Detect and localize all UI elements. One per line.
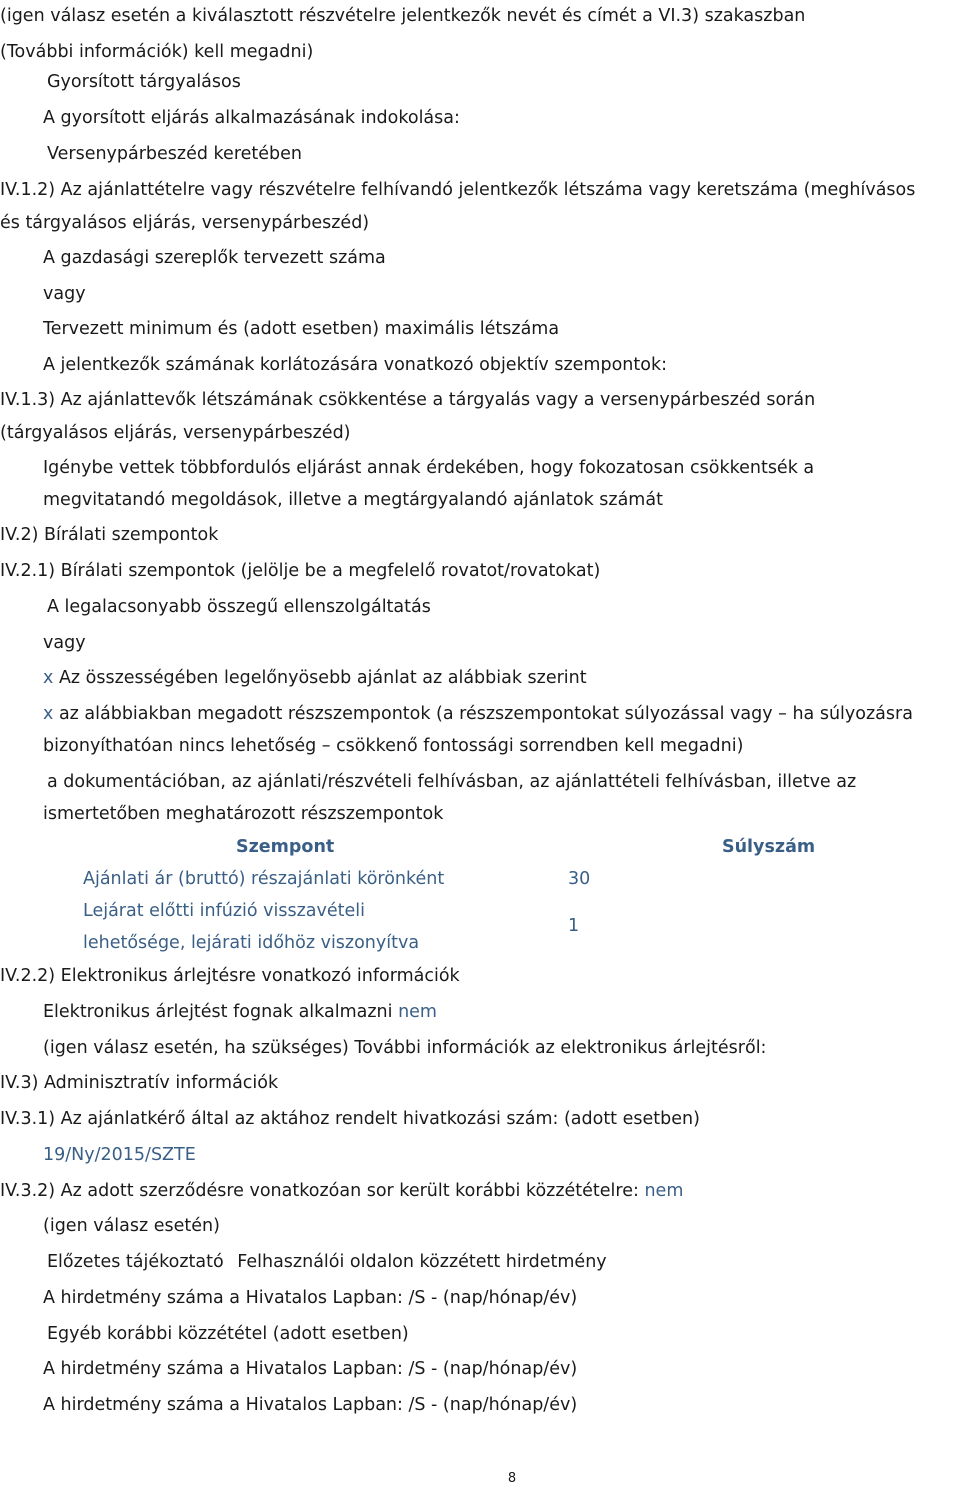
text-line: A gyorsított eljárás alkalmazásának indokolása:: [43, 108, 460, 128]
e-auction-label: Elektronikus árlejtést fognak alkalmazni: [43, 1002, 393, 1022]
prior-publication-value: nem: [644, 1181, 684, 1201]
e-auction-line: [43, 1000, 960, 1024]
notice-type-line: [47, 1250, 960, 1274]
page-number: 8: [507, 1471, 517, 1486]
text-line: Egyéb korábbi közzététel (adott esetben): [47, 1324, 409, 1344]
text-line: A hirdetmény száma a Hivatalos Lapban: /S - (nap/hónap/év): [43, 1359, 578, 1379]
text-line: A hirdetmény száma a Hivatalos Lapban: /S - (nap/hónap/év): [43, 1395, 578, 1415]
check-mark: x: [43, 704, 54, 724]
text-line: Versenypárbeszéd keretében: [47, 144, 302, 164]
text-line: A legalacsonyabb összegű ellenszolgáltatás: [47, 597, 431, 617]
check-mark: x: [43, 668, 54, 688]
criterion-cell: Ajánlati ár (bruttó) részajánlati körönként: [83, 869, 445, 889]
section-heading: IV.2) Bírálati szempontok: [0, 525, 219, 545]
text-line: Tervezett minimum és (adott esetben) maximális létszáma: [43, 319, 560, 339]
section-heading: IV.2.1) Bírálati szempontok (jelölje be a megfelelő rovatot/rovatokat): [0, 561, 601, 581]
text-line: A jelentkezők számának korlátozására vonatkozó objektív szempontok:: [43, 355, 667, 375]
option-subcriteria: [43, 702, 960, 726]
prior-publication-label: IV.3.2) Az adott szerződésre vonatkozóan sor került korábbi közzétételre:: [0, 1181, 639, 1201]
criteria-header: Szempont: [236, 837, 335, 857]
section-heading: IV.3) Adminisztratív információk: [0, 1073, 279, 1093]
text-line: vagy: [43, 633, 86, 653]
section-heading: IV.1.2) Az ajánlattételre vagy részvételre felhívandó jelentkezők létszáma vagy keretszáma (meghívásos: [0, 180, 916, 200]
e-auction-value: nem: [398, 1002, 437, 1022]
weight-cell: 30: [568, 869, 591, 889]
criterion-cell: lehetősége, lejárati időhöz viszonyítva: [83, 933, 420, 953]
text-line: (igen válasz esetén): [43, 1216, 220, 1236]
section-heading: IV.1.3) Az ajánlattevők létszámának csökkentése a tárgyalás vagy a versenypárbeszéd során: [0, 390, 816, 410]
text-line: ismertetőben meghatározott részszempontok: [43, 804, 444, 824]
section-heading: IV.3.1) Az ajánlatkérő által az aktához rendelt hivatkozási szám: (adott esetben): [0, 1109, 700, 1129]
text-line: vagy: [43, 284, 86, 304]
text-line: A gazdasági szereplők tervezett száma: [43, 248, 386, 268]
option-best-label: Az összességében legelőnyösebb ajánlat az alábbiak szerint: [58, 668, 587, 688]
text-line: (További információk) kell megadni): [0, 42, 314, 62]
text-line: és tárgyalásos eljárás, versenypárbeszéd): [0, 213, 370, 233]
criterion-cell: Lejárat előtti infúzió visszavételi: [83, 901, 365, 921]
text-line: bizonyíthatóan nincs lehetőség – csökkenő fontossági sorrendben kell megadni): [43, 736, 744, 756]
text-line: Igénybe vettek többfordulós eljárást annak érdekében, hogy fokozatosan csökkentsék a: [43, 458, 815, 478]
reference-number: 19/Ny/2015/SZTE: [43, 1145, 196, 1165]
text-line: Gyorsított tárgyalásos: [47, 72, 241, 92]
buyer-profile-label: Felhasználói oldalon közzétett hirdetmény: [237, 1252, 607, 1272]
weight-header: Súlyszám: [722, 837, 816, 857]
option-best-value: [43, 666, 960, 690]
section-heading: IV.2.2) Elektronikus árlejtésre vonatkozó információk: [0, 966, 460, 986]
text-line: (igen válasz esetén a kiválasztott részvételre jelentkezők nevét és címét a VI.3) szakaszban: [0, 6, 806, 26]
option-subcriteria-label: az alábbiakban megadott részszempontok (a részszempontokat súlyozással vagy – ha súlyozásra: [58, 704, 913, 724]
prior-info-label: Előzetes tájékoztató: [47, 1252, 224, 1272]
text-line: (igen válasz esetén, ha szükséges) További információk az elektronikus árlejtésről:: [43, 1038, 767, 1058]
text-line: megvitatandó megoldások, illetve a megtárgyalandó ajánlatok számát: [43, 490, 663, 510]
prior-publication-line: [0, 1179, 960, 1203]
text-line: (tárgyalásos eljárás, versenypárbeszéd): [0, 423, 351, 443]
text-line: A hirdetmény száma a Hivatalos Lapban: /S - (nap/hónap/év): [43, 1288, 578, 1308]
weight-cell: 1: [568, 916, 580, 936]
text-line: a dokumentációban, az ajánlati/részvételi felhívásban, az ajánlattételi felhívásban, illetve az: [47, 772, 857, 792]
